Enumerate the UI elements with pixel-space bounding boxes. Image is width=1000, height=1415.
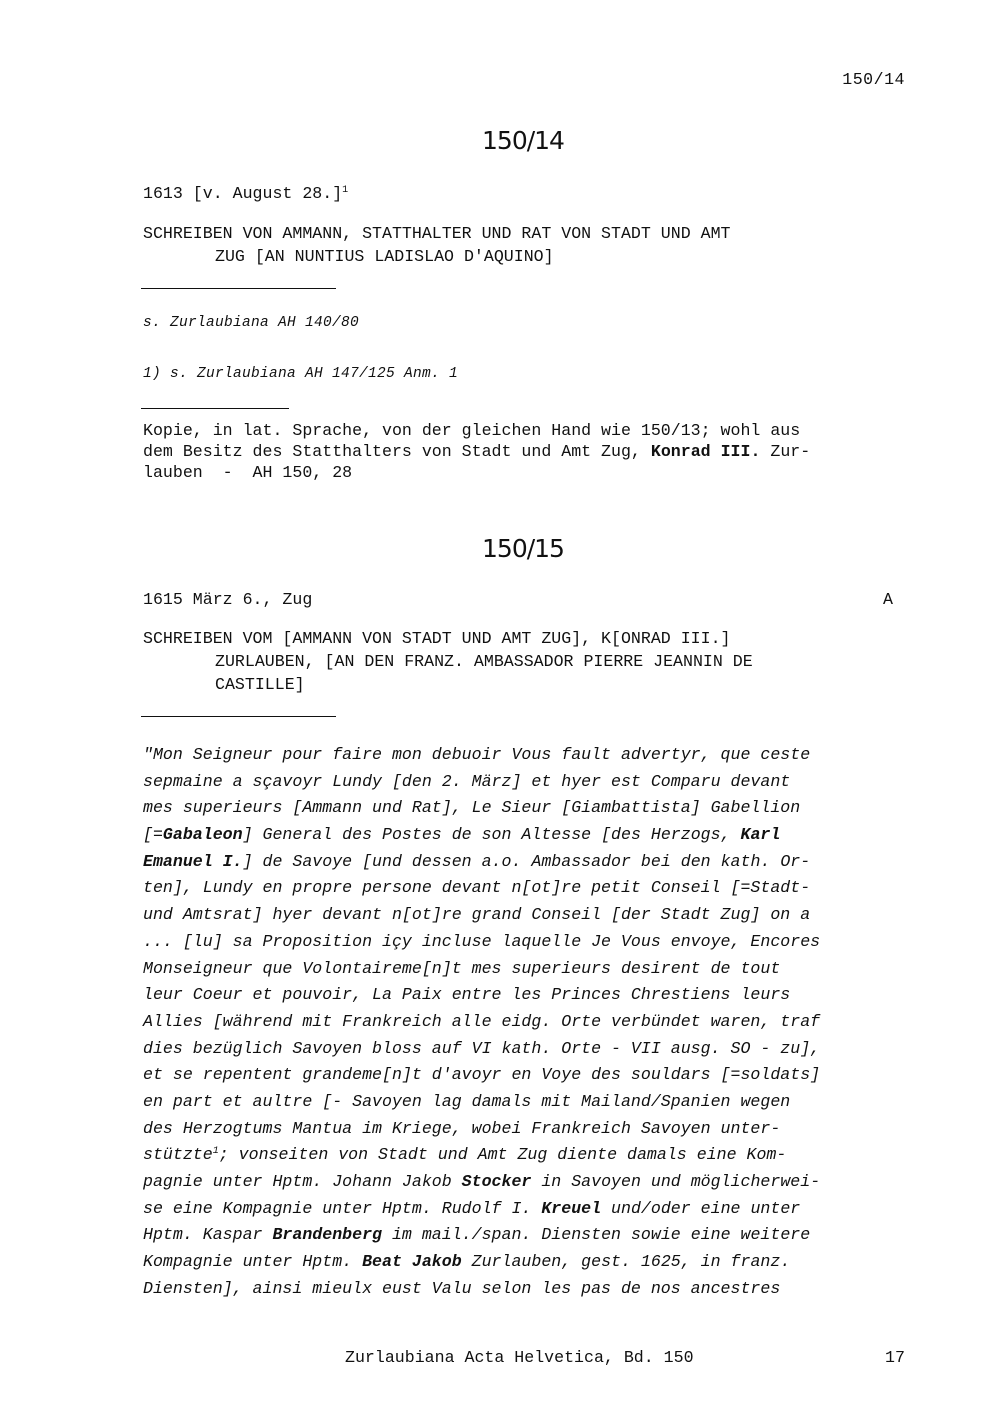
body-text: mes superieurs [Ammann und Rat], Le Sieur [Giambattista] Gabellion bbox=[143, 798, 801, 818]
person-name: Kreuel bbox=[541, 1198, 602, 1218]
body-text: ] de Savoye [und dessen a.o. Ambassador bei den kath. Or- bbox=[242, 851, 811, 871]
person-name: Konrad III. bbox=[650, 442, 761, 461]
body-line bbox=[143, 1062, 913, 1089]
grade-marker: A bbox=[883, 590, 893, 609]
person-name: Gabaleon bbox=[162, 825, 243, 845]
body-text: dies bezüglich Savoyen bloss auf VI kath. Orte - VII ausg. SO - zu], bbox=[143, 1038, 821, 1058]
document-title bbox=[143, 627, 873, 696]
body-line bbox=[143, 1276, 913, 1303]
footer-series: Zurlaubiana Acta Helvetica, Bd. 150 bbox=[345, 1348, 694, 1367]
footer-page-number: 17 bbox=[885, 1348, 905, 1367]
document-date bbox=[143, 184, 348, 203]
body-text: Hptm. Kaspar bbox=[143, 1225, 273, 1245]
body-line bbox=[143, 1249, 913, 1276]
title-line: SCHREIBEN VOM [AMMANN VON STADT UND AMT ZUG], K[ONRAD III.] bbox=[143, 629, 731, 648]
body-line bbox=[143, 769, 913, 796]
footnote-marker: 1 bbox=[342, 185, 349, 196]
person-name: Emanuel I. bbox=[143, 851, 243, 871]
body-line bbox=[143, 1036, 913, 1063]
source-description bbox=[143, 420, 903, 483]
body-line bbox=[143, 1196, 913, 1223]
body-text: Zurlauben, gest. 1625, in franz. bbox=[461, 1252, 791, 1272]
title-line: SCHREIBEN VON AMMANN, STATTHALTER UND RAT VON STADT UND AMT bbox=[143, 224, 731, 243]
body-text: und Amtsrat] hyer devant n[ot]re grand Conseil [der Stadt Zug] on a bbox=[143, 905, 811, 925]
source-line: dem Besitz des Statthalters von Stadt und Amt Zug, Konrad III. Zur- bbox=[143, 442, 811, 461]
reference-note: s. Zurlaubiana AH 140/80 bbox=[143, 315, 360, 331]
body-text: ten], Lundy en propre persone devant n[ot]re petit Conseil [=Stadt- bbox=[143, 878, 811, 898]
body-line bbox=[143, 1142, 913, 1169]
body-line bbox=[143, 822, 913, 849]
document-number: 150/14 bbox=[482, 126, 564, 155]
body-text: in Savoyen und möglicherwei- bbox=[531, 1172, 821, 1191]
body-line bbox=[143, 956, 913, 983]
separator-line bbox=[141, 716, 336, 717]
title-line: ZURLAUBEN, [AN DEN FRANZ. AMBASSADOR PIERRE JEANNIN DE bbox=[215, 652, 753, 671]
body-line bbox=[143, 849, 913, 876]
body-text: Allies [während mit Frankreich alle eidg. Orte verbündet waren, traf bbox=[143, 1011, 821, 1031]
person-name: Karl bbox=[740, 825, 781, 845]
body-text: des Herzogtums Mantua im Kriege, wobei Frankreich Savoyen unter- bbox=[143, 1118, 781, 1138]
body-line bbox=[143, 795, 913, 822]
source-line: lauben - AH 150, 28 bbox=[143, 463, 353, 482]
separator-line bbox=[141, 408, 289, 409]
body-line bbox=[143, 1089, 913, 1116]
body-text: leur Coeur et pouvoir, La Paix entre les Princes Chrestiens leurs bbox=[143, 985, 791, 1005]
body-line bbox=[143, 1222, 913, 1249]
body-text: en part et aultre [- Savoyen lag damals mit Mailand/Spanien wegen bbox=[143, 1091, 791, 1111]
person-name: Beat Jakob bbox=[362, 1252, 462, 1272]
body-text: "Mon Seigneur pour faire mon debuoir Vous fault advertyr, que ceste bbox=[143, 745, 811, 764]
separator-line bbox=[141, 288, 336, 289]
document-date: 1615 März 6., Zug bbox=[143, 590, 313, 609]
body-line bbox=[143, 929, 913, 956]
body-line bbox=[143, 1169, 913, 1196]
footnote: 1) s. Zurlaubiana AH 147/125 Anm. 1 bbox=[143, 366, 459, 382]
body-text: Kompagnie unter Hptm. bbox=[143, 1252, 363, 1272]
body-text: Diensten], ainsi mieulx eust Valu selon les pas de nos ancestres bbox=[143, 1278, 781, 1298]
body-text: se eine Kompagnie unter Hptm. Rudolf I. bbox=[143, 1198, 542, 1218]
body-text: und/oder eine unter bbox=[601, 1198, 801, 1218]
letter-body bbox=[143, 742, 913, 1302]
body-line bbox=[143, 875, 913, 902]
body-text: ] General des Postes de son Altesse [des Herzogs, bbox=[242, 825, 741, 845]
body-line bbox=[143, 742, 913, 769]
date-text: 1613 [v. August 28.] bbox=[143, 184, 343, 203]
body-line bbox=[143, 1116, 913, 1143]
body-text: Monseigneur que Volontaireme[n]t mes superieurs desirent de tout bbox=[143, 958, 781, 978]
body-text: et se repentent grandeme[n]t d'avoyr en Voye des souldars [=soldats] bbox=[143, 1065, 821, 1085]
body-text: pagnie unter Hptm. Johann Jakob bbox=[143, 1172, 462, 1191]
running-header: 150/14 bbox=[842, 70, 905, 89]
body-text: [= bbox=[143, 825, 163, 845]
body-text: im mail./span. Diensten sowie eine weitere bbox=[382, 1225, 811, 1245]
title-line: ZUG [AN NUNTIUS LADISLAO D'AQUINO] bbox=[215, 247, 554, 266]
body-line bbox=[143, 902, 913, 929]
body-line bbox=[143, 982, 913, 1009]
title-line: CASTILLE] bbox=[215, 675, 305, 694]
body-line bbox=[143, 1009, 913, 1036]
footnote-marker: 1 bbox=[212, 1146, 219, 1158]
body-text: stützte bbox=[143, 1145, 213, 1165]
person-name: Stocker bbox=[461, 1172, 532, 1191]
source-line: Kopie, in lat. Sprache, von der gleichen Hand wie 150/13; wohl aus bbox=[143, 421, 801, 440]
body-text: ... [lu] sa Proposition içy incluse laquelle Je Vous envoye, Encores bbox=[143, 931, 821, 951]
person-name: Brandenberg bbox=[272, 1225, 382, 1245]
body-text: sepmaine a sçavoyr Lundy [den 2. März] et hyer est Comparu devant bbox=[143, 771, 791, 791]
body-text: ; vonseiten von Stadt und Amt Zug diente damals eine Kom- bbox=[218, 1145, 787, 1165]
document-number: 150/15 bbox=[482, 534, 564, 563]
document-title bbox=[143, 222, 873, 268]
